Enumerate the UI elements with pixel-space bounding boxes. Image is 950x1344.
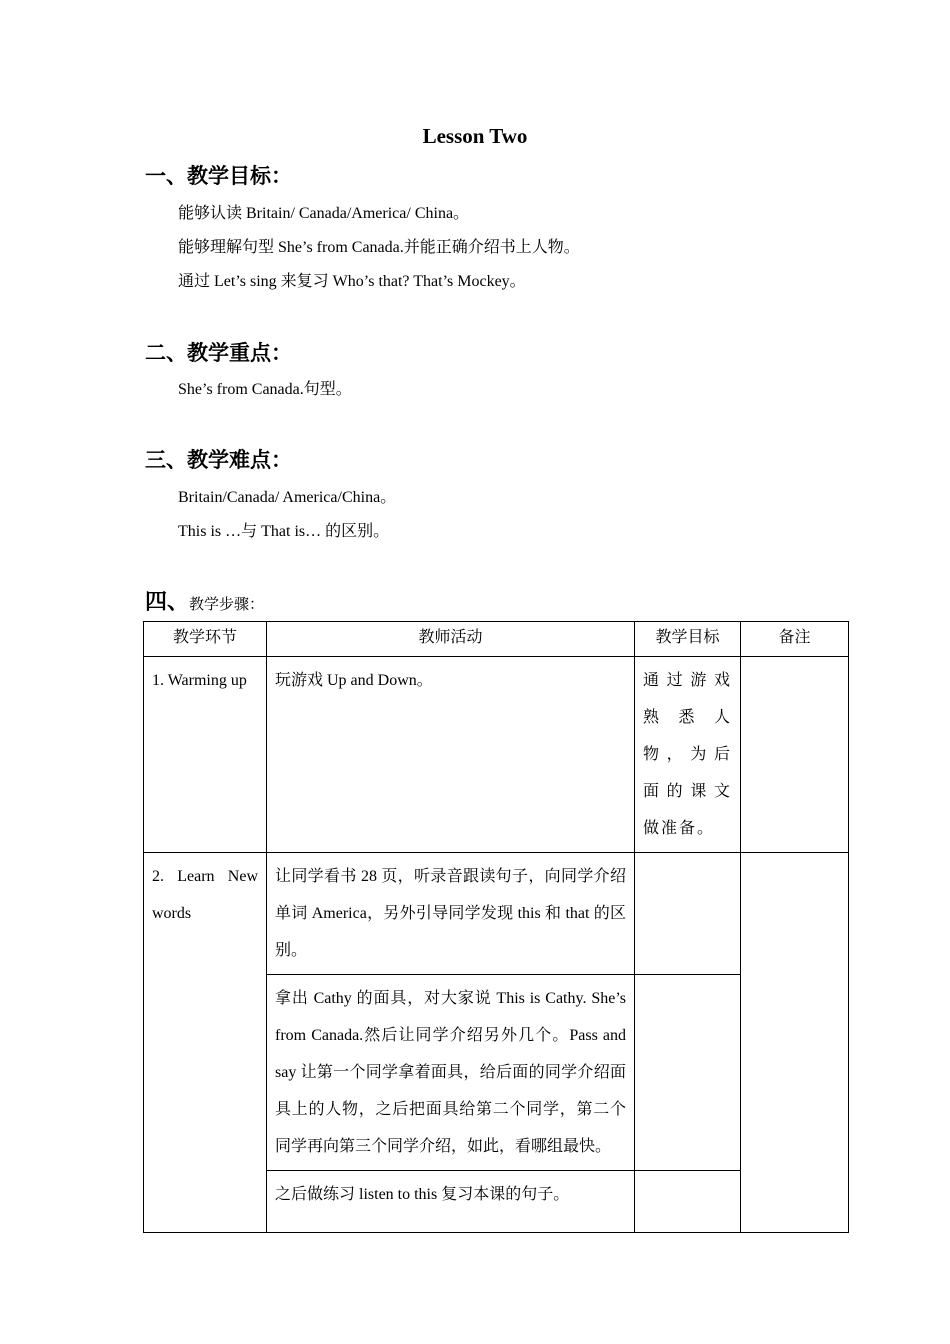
steps-heading-number: 四、 [145,589,190,614]
activity-cell: 让同学看书 28 页，听录音跟读句子，向同学介绍单词 America，另外引导同学发现 this 和 that 的区别。 [267,853,635,975]
header-goal: 教学目标 [635,622,741,657]
teaching-steps-table [143,621,849,1233]
page-title: Lesson Two [422,124,528,148]
stage-cell: 2. Learn New words [144,853,267,1233]
note-cell [741,657,849,853]
goal-cell: 通过游戏熟悉人物，为后面的课文做准备。 [635,657,741,853]
table-row [144,657,849,853]
header-note: 备注 [741,622,849,657]
goal-cell [635,1171,741,1233]
objective-line: 通过 Let’s sing 来复习 Who’s that? That’s Mockey。 [178,273,526,290]
activity-cell: 玩游戏 Up and Down。 [267,657,635,853]
activity-cell: 之后做练习 listen to this 复习本课的句子。 [267,1171,635,1233]
goal-cell [635,853,741,975]
key-point-line: She’s from Canada.句型。 [178,381,352,398]
goal-cell [635,975,741,1171]
note-cell [741,853,849,1233]
header-activity: 教师活动 [267,622,635,657]
table-header-row [144,622,849,657]
objective-line: 能够认读 Britain/ Canada/America/ China。 [178,205,470,222]
difficulty-line: This is …与 That is… 的区别。 [178,523,390,540]
key-points-heading: 二、教学重点： [145,341,292,365]
objective-line: 能够理解句型 She’s from Canada.并能正确介绍书上人物。 [178,239,580,256]
stage-cell: 1. Warming up [144,657,267,853]
activity-cell: 拿出 Cathy 的面具，对大家说 This is Cathy. She’s from Canada.然后让同学介绍另外几个。Pass and say 让第一个同学拿着面具，给后面的同学介绍面具上的人物，之后把面具给第二个同学，第二个同学再向第三个同学介绍，如此，看哪组最快。 [267,975,635,1171]
steps-heading-label: 教学步骤： [189,597,265,613]
difficulties-heading: 三、教学难点： [145,448,292,472]
table-row [144,853,849,975]
steps-heading [145,585,264,616]
header-stage: 教学环节 [144,622,267,657]
difficulty-line: Britain/Canada/ America/China。 [178,489,397,506]
objectives-heading: 一、教学目标： [145,164,292,188]
